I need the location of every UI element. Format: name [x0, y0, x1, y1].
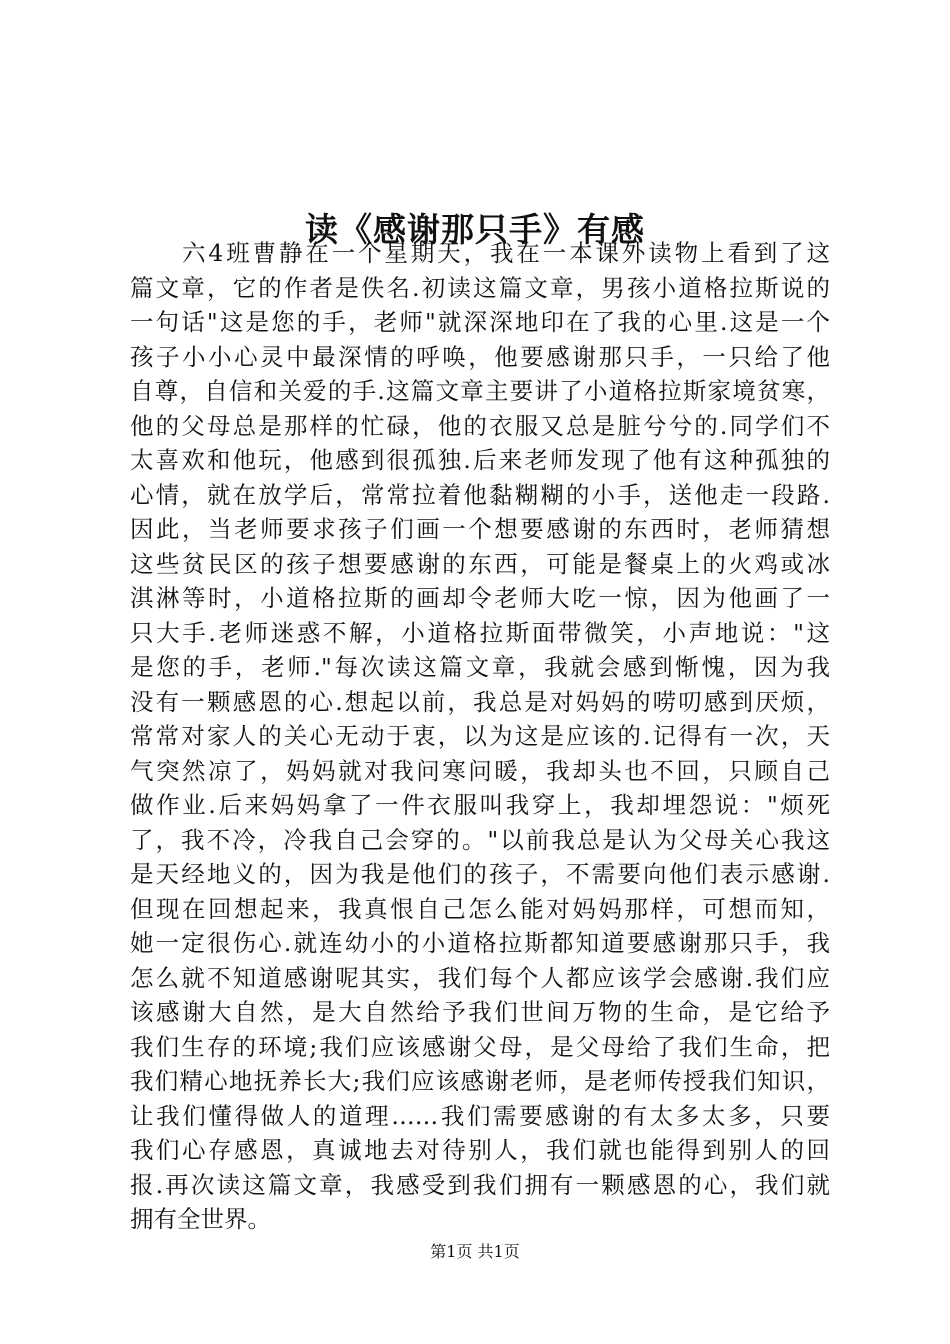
document-title: 读《感谢那只手》有感 — [305, 210, 645, 250]
text-line-28: 报.再次读这篇文章，我感受到我们拥有一颗感恩的心，我们就 — [130, 1170, 830, 1199]
text-line-7: 太喜欢和他玩，他感到很孤独.后来老师发现了他有这种孤独的 — [130, 446, 830, 474]
text-line-21: 她一定很伤心.就连幼小的小道格拉斯都知道要感谢那只手，我 — [130, 929, 830, 957]
text-line-27: 我们心存感恩，真诚地去对待别人，我们就也能得到别人的回 — [130, 1136, 830, 1164]
text-line-17: 做作业.后来妈妈拿了一件衣服叫我穿上，我却埋怨说："烦死 — [130, 791, 830, 819]
text-line-4: 孩子小小心灵中最深情的呼唤，他要感谢那只手，一只给了他 — [130, 342, 830, 371]
essay-body — [130, 236, 830, 1237]
text-line-11: 淇淋等时，小道格拉斯的画却令老师大吃一惊，因为他画了一 — [130, 584, 830, 612]
text-line-24: 我们生存的环境;我们应该感谢父母，是父母给了我们生命，把 — [130, 1032, 830, 1061]
text-line-6: 他的父母总是那样的忙碌，他的衣服又总是脏兮兮的.同学们不 — [130, 411, 830, 440]
text-line-22: 怎么就不知道感谢呢其实，我们每个人都应该学会感谢.我们应 — [130, 963, 830, 992]
text-line-19: 是天经地义的，因为我是他们的孩子，不需要向他们表示感谢. — [130, 860, 830, 888]
text-line-5: 自尊，自信和关爱的手.这篇文章主要讲了小道格拉斯家境贫寒， — [130, 377, 830, 405]
text-line-23: 该感谢大自然，是大自然给予我们世间万物的生命，是它给予 — [130, 998, 830, 1026]
text-line-14: 没有一颗感恩的心.想起以前，我总是对妈妈的唠叨感到厌烦， — [130, 687, 830, 716]
text-line-16: 气突然凉了，妈妈就对我问寒问暖，我却头也不回，只顾自己 — [130, 756, 830, 785]
text-line-3: 一句话"这是您的手，老师"就深深地印在了我的心里.这是一个 — [130, 308, 830, 336]
text-line-13: 是您的手，老师."每次读这篇文章，我就会感到惭愧，因为我 — [130, 653, 830, 681]
text-line-15: 常常对家人的关心无动于衷，以为这是应该的.记得有一次，天 — [130, 722, 830, 750]
text-line-12: 只大手.老师迷惑不解，小道格拉斯面带微笑，小声地说："这 — [130, 618, 830, 647]
text-line-29: 拥有全世界。 — [130, 1205, 271, 1233]
text-line-8: 心情，就在放学后，常常拉着他黏糊糊的小手，送他走一段路. — [130, 480, 830, 509]
page-number-footer: 第1页 共1页 — [430, 1242, 520, 1261]
text-line-9: 因此，当老师要求孩子们画一个想要感谢的东西时，老师猜想 — [130, 515, 830, 543]
text-line-26: 让我们懂得做人的道理……我们需要感谢的有太多太多，只要 — [130, 1101, 830, 1130]
text-line-25: 我们精心地抚养长大;我们应该感谢老师，是老师传授我们知识， — [130, 1067, 830, 1095]
text-line-2: 篇文章，它的作者是佚名.初读这篇文章，男孩小道格拉斯说的 — [130, 273, 830, 302]
text-line-1: 六4班曹静在一个星期天，我在一本课外读物上看到了这 — [182, 239, 830, 267]
text-line-18: 了，我不冷，冷我自己会穿的。"以前我总是认为父母关心我这 — [130, 825, 830, 854]
text-line-10: 这些贫民区的孩子想要感谢的东西，可能是餐桌上的火鸡或冰 — [130, 549, 830, 578]
text-line-20: 但现在回想起来，我真恨自己怎么能对妈妈那样，可想而知， — [130, 894, 830, 923]
